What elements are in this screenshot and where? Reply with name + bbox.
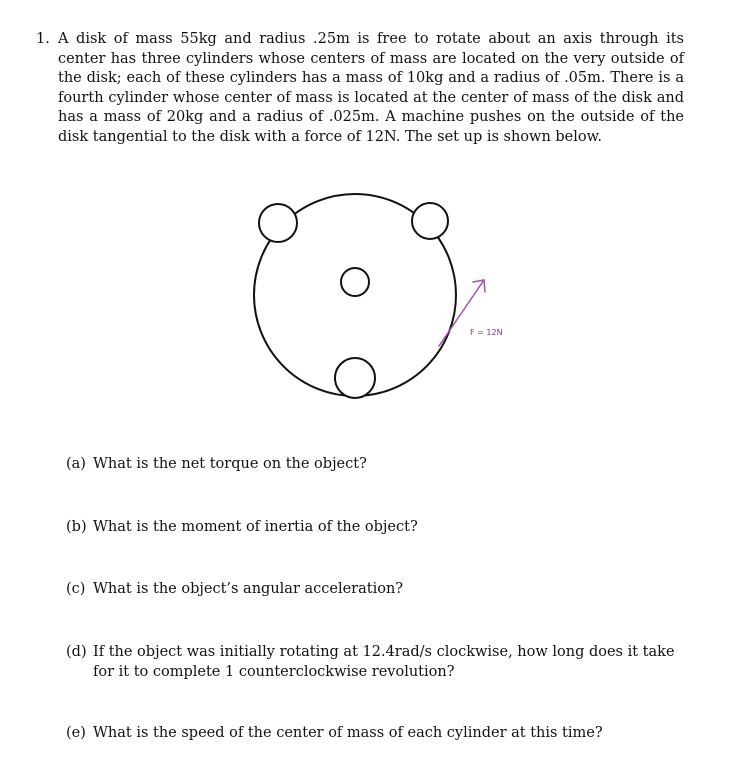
problem-text: A disk of mass 55kg and radius .25m is free to rotate about an axis through its center has three cylinders whose centers of mass are located on the very outside of the disk; each of these cylinders has a mass of 10kg and a radius of .05m. There is a fourth cylinder whose center of mass is located at the center of mass of the disk and has a mass of 20kg and a radius of .025m. A machine pushes on the outside of the disk tangential to the disk with a force of 12N. The set up is shown below. [58, 31, 684, 145]
question-text: If the object was initially rotating at 12.4rad/s clockwise, how long does it take for it to complete 1 counterclockwise revolution? [93, 644, 675, 680]
question-text: What is the moment of inertia of the object? [93, 519, 418, 535]
question-letter: (c) [66, 581, 86, 597]
disk-diagram [240, 185, 520, 405]
force-label: F = 12N [470, 328, 503, 337]
disk-diagram-svg [240, 185, 520, 405]
center-cylinder [341, 268, 369, 296]
question-text: What is the object’s angular acceleration? [93, 581, 404, 597]
cylinder-bottom [335, 358, 375, 398]
question-letter: (a) [66, 456, 86, 472]
question-letter: (e) [66, 725, 86, 741]
question-text: What is the net torque on the object? [93, 456, 367, 472]
question-letter: (b) [66, 519, 87, 535]
cylinder-top-left [259, 204, 297, 242]
question-letter: (d) [66, 644, 87, 660]
question-text: What is the speed of the center of mass of each cylinder at this time? [93, 725, 603, 741]
problem-number: 1. [36, 31, 50, 47]
cylinder-top-right [412, 203, 448, 239]
